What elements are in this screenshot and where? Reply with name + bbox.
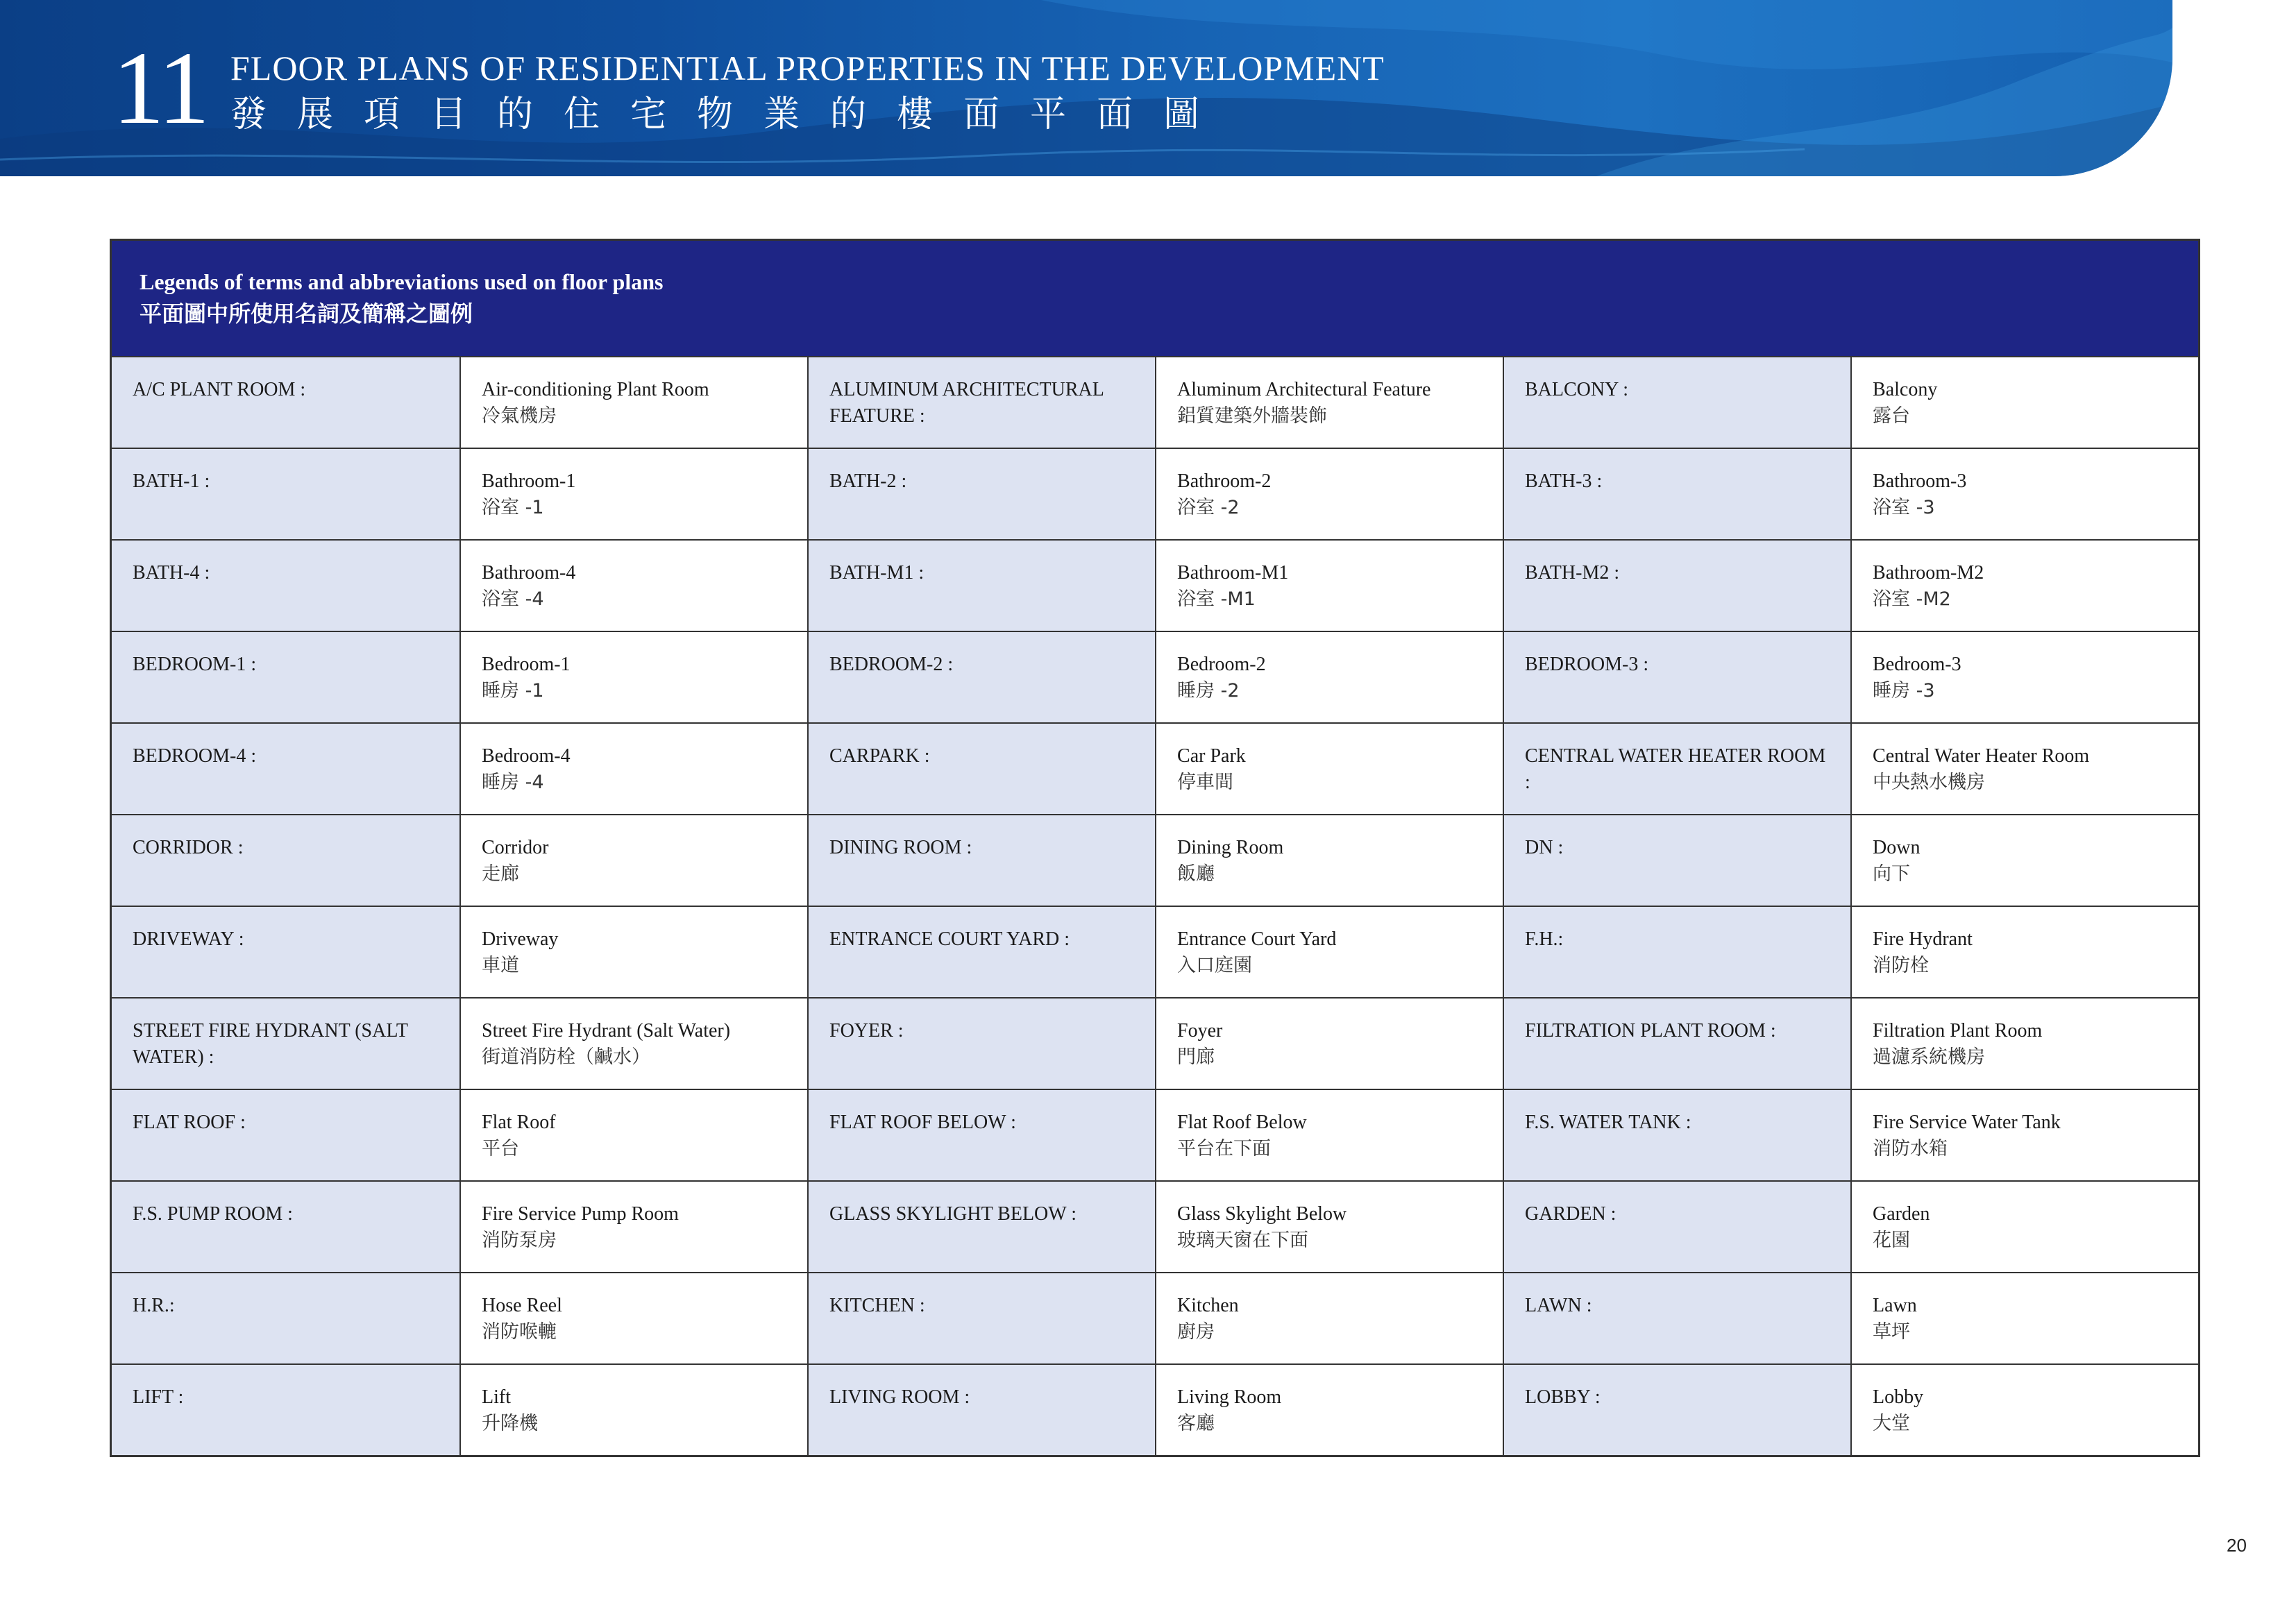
legend-description-zh: 消防喉轆: [482, 1321, 557, 1343]
legend-term: BEDROOM-1 :: [112, 632, 459, 722]
legend-description: [1850, 1182, 2198, 1272]
legend-description-en: Bathroom-3: [1873, 470, 1967, 492]
legend-description: [459, 1182, 807, 1272]
legend-description-en: Garden: [1873, 1203, 1930, 1225]
legend-description: [1850, 632, 2198, 722]
legend-term: LIVING ROOM :: [807, 1365, 1155, 1455]
legend-description-en: Filtration Plant Room: [1873, 1020, 2043, 1042]
legend-term: KITCHEN :: [807, 1273, 1155, 1363]
legend-term: H.R.:: [112, 1273, 459, 1363]
legend-description-en: Balcony: [1873, 379, 1938, 400]
legend-description-en: Car Park: [1177, 745, 1246, 767]
legend-term: STREET FIRE HYDRANT (SALT WATER) :: [112, 999, 459, 1089]
legend-row: [112, 1272, 2198, 1363]
legend-title-en: Legends of terms and abbreviations used on floor plans: [140, 269, 664, 294]
legend-term: FILTRATION PLANT ROOM :: [1503, 999, 1850, 1089]
legend-description-en: Bathroom-M2: [1873, 562, 1984, 584]
legend-row: [112, 1363, 2198, 1455]
legend-description-en: Lobby: [1873, 1386, 1924, 1408]
legend-term: CORRIDOR :: [112, 815, 459, 906]
legend-row: [112, 906, 2198, 997]
header-banner: [0, 0, 2172, 176]
legend-description-en: Flat Roof Below: [1177, 1112, 1307, 1133]
legend-term: BEDROOM-4 :: [112, 724, 459, 814]
legend-description: [1850, 907, 2198, 997]
legend-title-zh: 平面圖中所使用名詞及簡稱之圖例: [140, 300, 473, 327]
legend-description-zh: 車道: [482, 955, 520, 976]
legend-description: [459, 1365, 807, 1455]
legend-row: [112, 814, 2198, 906]
legend-description: [459, 632, 807, 722]
legend-description: [1850, 449, 2198, 539]
legend-description: [1850, 724, 2198, 814]
legend-description-zh: 向下: [1873, 863, 1911, 885]
legend-description: [1850, 1090, 2198, 1180]
legend-description-en: Hose Reel: [482, 1295, 562, 1316]
legend-term: LAWN :: [1503, 1273, 1850, 1363]
legend-term: F.S. PUMP ROOM :: [112, 1182, 459, 1272]
legend-description-zh: 廚房: [1177, 1321, 1215, 1343]
legend-description-zh: 冷氣機房: [482, 405, 557, 427]
legend-term: BEDROOM-3 :: [1503, 632, 1850, 722]
legend-description-en: Bathroom-M1: [1177, 562, 1289, 584]
legend-term: FOYER :: [807, 999, 1155, 1089]
legend-description-zh: 門廊: [1177, 1046, 1215, 1068]
legend-description-zh: 睡房 -2: [1177, 680, 1240, 702]
legend-description: [459, 1273, 807, 1363]
legend-term: DRIVEWAY :: [112, 907, 459, 997]
legend-description: [459, 724, 807, 814]
legend-row: [112, 448, 2198, 539]
legend-description-en: Bedroom-4: [482, 745, 571, 767]
page-title-zh: 發展項目的住宅物業的樓面平面圖: [230, 94, 1231, 135]
legend-row: [112, 631, 2198, 722]
legend-term: CARPARK :: [807, 724, 1155, 814]
legend-row: [112, 722, 2198, 814]
legend-description: [1850, 357, 2198, 448]
legend-term: CENTRAL WATER HEATER ROOM :: [1503, 724, 1850, 814]
legend-description-zh: 走廊: [482, 863, 520, 885]
legend-description-zh: 睡房 -4: [482, 772, 544, 793]
legend-term: BALCONY :: [1503, 357, 1850, 448]
legend-description: [459, 907, 807, 997]
legend-description: [1155, 724, 1503, 814]
legend-table: [110, 239, 2200, 1457]
legend-row: [112, 357, 2198, 448]
legend-term: BATH-1 :: [112, 449, 459, 539]
legend-description-en: Bathroom-2: [1177, 470, 1272, 492]
legend-description-zh: 浴室 -1: [482, 497, 544, 518]
legend-description-en: Bedroom-3: [1873, 654, 1961, 675]
legend-term: A/C PLANT ROOM :: [112, 357, 459, 448]
legend-description-zh: 睡房 -1: [482, 680, 544, 702]
legend-description-zh: 浴室 -3: [1873, 497, 1935, 518]
legend-term: LIFT :: [112, 1365, 459, 1455]
legend-description-en: Bathroom-4: [482, 562, 576, 584]
legend-description-zh: 飯廳: [1177, 863, 1215, 885]
legend-description-zh: 浴室 -4: [482, 588, 544, 610]
legend-description-en: Kitchen: [1177, 1295, 1239, 1316]
legend-description: [459, 357, 807, 448]
legend-description-zh: 睡房 -3: [1873, 680, 1935, 702]
legend-description: [1155, 1182, 1503, 1272]
legend-term: BEDROOM-2 :: [807, 632, 1155, 722]
legend-row: [112, 539, 2198, 631]
legend-description-en: Driveway: [482, 928, 559, 950]
legend-description-en: Central Water Heater Room: [1873, 745, 2090, 767]
legend-description: [1850, 541, 2198, 631]
legend-description-en: Fire Service Water Tank: [1873, 1112, 2061, 1133]
legend-description: [1155, 815, 1503, 906]
legend-header: [112, 241, 2198, 357]
page-title-en: FLOOR PLANS OF RESIDENTIAL PROPERTIES IN THE DEVELOPMENT: [230, 49, 1385, 87]
legend-description-zh: 大堂: [1873, 1413, 1911, 1434]
legend-description-zh: 平台: [482, 1138, 520, 1159]
legend-row: [112, 1089, 2198, 1180]
legend-term: GLASS SKYLIGHT BELOW :: [807, 1182, 1155, 1272]
legend-term: BATH-M2 :: [1503, 541, 1850, 631]
legend-description-en: Lawn: [1873, 1295, 1917, 1316]
legend-description-en: Living Room: [1177, 1386, 1282, 1408]
legend-rows: [112, 357, 2198, 1455]
legend-term: BATH-M1 :: [807, 541, 1155, 631]
legend-row: [112, 997, 2198, 1089]
legend-description: [1155, 1090, 1503, 1180]
legend-description: [1155, 357, 1503, 448]
legend-description-zh: 消防水箱: [1873, 1138, 1948, 1159]
legend-description-en: Foyer: [1177, 1020, 1223, 1042]
legend-description-en: Fire Service Pump Room: [482, 1203, 679, 1225]
legend-description-zh: 過濾系統機房: [1873, 1046, 1986, 1068]
legend-description: [1155, 999, 1503, 1089]
legend-term: BATH-3 :: [1503, 449, 1850, 539]
legend-description: [459, 449, 807, 539]
legend-description: [1155, 632, 1503, 722]
legend-row: [112, 1180, 2198, 1272]
legend-description-en: Glass Skylight Below: [1177, 1203, 1347, 1225]
legend-term: LOBBY :: [1503, 1365, 1850, 1455]
legend-description-zh: 停車間: [1177, 772, 1234, 793]
legend-term: ALUMINUM ARCHITECTURAL FEATURE :: [807, 357, 1155, 448]
legend-description: [459, 999, 807, 1089]
legend-description-zh: 草坪: [1873, 1321, 1911, 1343]
legend-description-zh: 浴室 -M2: [1873, 588, 1951, 610]
legend-description-zh: 升降機: [482, 1413, 539, 1434]
legend-description: [459, 815, 807, 906]
legend-term: GARDEN :: [1503, 1182, 1850, 1272]
legend-description: [1155, 1273, 1503, 1363]
legend-description-en: Corridor: [482, 837, 549, 858]
legend-description-en: Lift: [482, 1386, 512, 1408]
legend-description-en: Air-conditioning Plant Room: [482, 379, 709, 400]
legend-term: F.S. WATER TANK :: [1503, 1090, 1850, 1180]
legend-description-zh: 消防栓: [1873, 955, 1930, 976]
legend-description-en: Dining Room: [1177, 837, 1284, 858]
legend-description: [459, 541, 807, 631]
legend-description-zh: 浴室 -2: [1177, 497, 1240, 518]
legend-description-zh: 玻璃天窗在下面: [1177, 1230, 1309, 1251]
legend-description-zh: 鋁質建築外牆裝飾: [1177, 405, 1328, 427]
legend-description: [1850, 999, 2198, 1089]
legend-description-zh: 中央熱水機房: [1873, 772, 1986, 793]
legend-description: [1850, 1365, 2198, 1455]
legend-description-en: Flat Roof: [482, 1112, 556, 1133]
legend-term: F.H.:: [1503, 907, 1850, 997]
legend-description-zh: 街道消防栓（鹹水）: [482, 1046, 651, 1068]
legend-description: [1850, 1273, 2198, 1363]
legend-term: BATH-2 :: [807, 449, 1155, 539]
legend-term: ENTRANCE COURT YARD :: [807, 907, 1155, 997]
legend-term: FLAT ROOF BELOW :: [807, 1090, 1155, 1180]
legend-description: [1155, 907, 1503, 997]
legend-term: FLAT ROOF :: [112, 1090, 459, 1180]
legend-description-zh: 入口庭園: [1177, 955, 1253, 976]
legend-term: DN :: [1503, 815, 1850, 906]
legend-description-en: Street Fire Hydrant (Salt Water): [482, 1020, 731, 1042]
legend-description: [1850, 815, 2198, 906]
legend-description-zh: 消防泵房: [482, 1230, 557, 1251]
legend-description-zh: 露台: [1873, 405, 1911, 427]
legend-description: [1155, 541, 1503, 631]
legend-description-en: Fire Hydrant: [1873, 928, 1973, 950]
page-number: 20: [2227, 1535, 2247, 1556]
legend-description-en: Down: [1873, 837, 1921, 858]
legend-term: DINING ROOM :: [807, 815, 1155, 906]
legend-description-en: Entrance Court Yard: [1177, 928, 1337, 950]
legend-description-zh: 客廳: [1177, 1413, 1215, 1434]
legend-description-zh: 浴室 -M1: [1177, 588, 1256, 610]
legend-description-en: Bedroom-2: [1177, 654, 1266, 675]
legend-description-zh: 平台在下面: [1177, 1138, 1272, 1159]
legend-description: [1155, 1365, 1503, 1455]
legend-description-en: Aluminum Architectural Feature: [1177, 379, 1431, 400]
legend-description: [459, 1090, 807, 1180]
section-number: 11: [112, 31, 208, 146]
legend-description-en: Bedroom-1: [482, 654, 571, 675]
legend-description-zh: 花園: [1873, 1230, 1911, 1251]
legend-term: BATH-4 :: [112, 541, 459, 631]
legend-description: [1155, 449, 1503, 539]
legend-description-en: Bathroom-1: [482, 470, 576, 492]
